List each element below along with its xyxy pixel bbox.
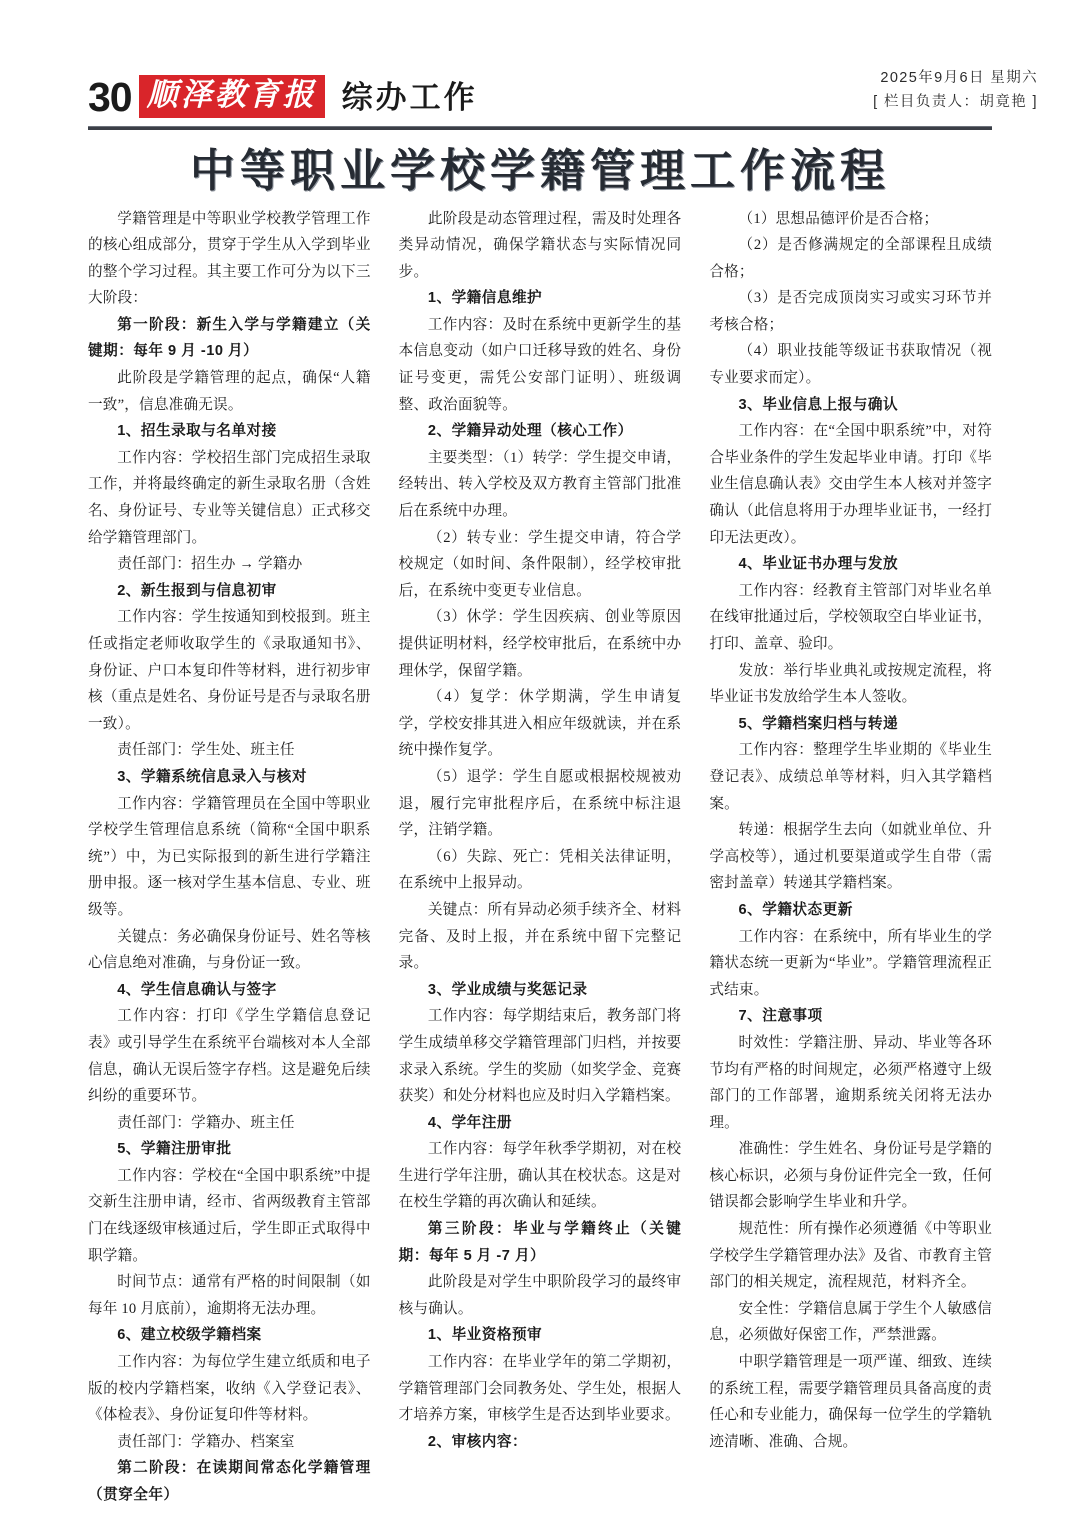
body-paragraph: 此阶段是动态管理过程，需及时处理各类异动情况，确保学籍状态与实际情况同步。 xyxy=(398,210,682,280)
section-heading: 2、审核内容： xyxy=(427,1433,528,1450)
section-heading: 1、招生录取与名单对接 xyxy=(117,423,277,440)
body-paragraph: 学籍管理是中等职业学校教学管理工作的核心组成部分，贯穿于学生从入学到毕业的整个学习过程。其主要工作可分为以下三大阶段： xyxy=(88,210,371,307)
body-paragraph: 工作内容：学生按通知到校报到。班主任或指定老师收取学生的《录取通知书》、身份证、户口本复印件等材料，进行初步审核（重点是姓名、身份证号是否与录取名册一致）。 xyxy=(88,609,371,732)
body-paragraph: 工作内容：及时在系统中更新学生的基本信息变动（如户口迁移导致的姓名、身份证号变更，需凭公安部门证明）、班级调整、政治面貌等。 xyxy=(398,316,682,413)
section-heading: 1、学籍信息维护 xyxy=(427,290,543,307)
body-paragraph: （1）思想品德评价是否合格； xyxy=(738,210,939,227)
column-editor: [ 栏目负责人：胡竟艳 ] xyxy=(873,94,1038,111)
section-heading: 7、注意事项 xyxy=(738,1008,823,1025)
body-paragraph: （4）职业技能等级证书获取情况（视专业要求而定）。 xyxy=(709,343,993,387)
body-paragraph: 工作内容：经教育主管部门对毕业名单在线审批通过后，学校领取空白毕业证书，打印、盖章、验印。 xyxy=(709,582,993,652)
body-paragraph: 中职学籍管理是一项严谨、细致、连续的系统工程，需要学籍管理员具备高度的责任心和专业能力，确保每一位学生的学籍轨迹清晰、准确、合规。 xyxy=(709,1354,993,1450)
section-heading: 6、学籍状态更新 xyxy=(738,901,853,918)
body-paragraph: 规范性：所有操作必须遵循《中等职业学校学生学籍管理办法》及省、市教育主管部门的相关规定，流程规范，材料齐全。 xyxy=(709,1221,993,1291)
body-paragraph: （2）是否修满规定的全部课程且成绩合格； xyxy=(709,237,993,280)
section-heading: 1、毕业资格预审 xyxy=(427,1327,543,1344)
section-heading: 5、学籍档案归档与转递 xyxy=(738,715,899,732)
body-paragraph: 时效性：学籍注册、异动、毕业等各环节均有严格的时间规定，必须严格遵守上级部门的工作部署，逾期系统关闭将无法办理。 xyxy=(709,1034,993,1131)
body-paragraph: 工作内容：打印《学生学籍信息登记表》或引导学生在系统平台端核对本人全部信息，确认无误后签字存档。这是避免后续纠纷的重要环节。 xyxy=(88,1008,371,1105)
body-paragraph: 工作内容：在系统中，所有毕业生的学籍状态统一更新为“毕业”。学籍管理流程正式结束。 xyxy=(709,928,993,998)
body-paragraph: 工作内容：学籍管理员在全国中等职业学校学生管理信息系统（简称“全国中职系统”）中，为已实际报到的新生进行学籍注册申报。逐一核对学生基本信息、专业、班级等。 xyxy=(88,795,371,918)
body-paragraph: 工作内容：整理学生毕业期的《毕业生登记表》、成绩总单等材料，归入其学籍档案。 xyxy=(709,742,993,812)
body-paragraph: （2）转专业：学生提交申请，符合学校规定（如时间、条件限制），经学校审批后，在系统中变更专业信息。 xyxy=(398,529,682,599)
body-paragraph: 主要类型：（1）转学：学生提交申请，经转出、转入学校及双方教育主管部门批准后在系统中办理。 xyxy=(398,449,682,520)
body-paragraph: 责任部门：学生处、班主任 xyxy=(117,742,295,759)
section-heading: 第二阶段：在读期间常态化学籍管理（贯穿全年） xyxy=(88,1460,371,1503)
section-heading: 3、学业成绩与奖惩记录 xyxy=(427,981,588,998)
section-heading: 4、学生信息确认与签字 xyxy=(117,981,277,998)
body-paragraph: 关键点：务必确保身份证号、姓名等核心信息绝对准确，与身份证一致。 xyxy=(88,928,371,972)
section-heading: 第三阶段：毕业与学籍终止（关键期：每年 5 月 -7 月） xyxy=(398,1221,682,1264)
body-paragraph: 责任部门：学籍办、档案室 xyxy=(117,1433,295,1450)
body-paragraph: 工作内容：在毕业学年的第二学期初，学籍管理部门会同教务处、学生处，根据人才培养方案，审核学生是否达到毕业要求。 xyxy=(398,1354,682,1424)
body-paragraph: 工作内容：在“全国中职系统”中，对符合毕业条件的学生发起毕业申请。打印《毕业生信息确认表》交由学生本人核对并签字确认（此信息将用于办理毕业证书，一经打印无法更改）。 xyxy=(709,423,993,546)
section-heading: 6、建立校级学籍档案 xyxy=(117,1327,262,1344)
masthead-divider xyxy=(88,126,992,130)
page-number: 30 xyxy=(88,74,132,120)
body-paragraph: （5）退学：学生自愿或根据校规被劝退，履行完审批程序后，在系统中标注退学，注销学籍。 xyxy=(398,768,682,839)
body-paragraph: （3）休学：学生因疾病、创业等原因提供证明材料，经学校审批后，在系统中办理休学，保留学籍。 xyxy=(398,609,682,679)
section-heading: 4、学年注册 xyxy=(427,1114,512,1131)
body-paragraph: 发放：举行毕业典礼或按规定流程，将毕业证书发放给学生本人签收。 xyxy=(709,662,993,706)
body-paragraph: （4）复学：休学期满，学生申请复学，学校安排其进入相应年级就读，并在系统中操作复学。 xyxy=(398,689,682,759)
body-paragraph: 安全性：学籍信息属于学生个人敏感信息，必须做好保密工作，严禁泄露。 xyxy=(709,1300,993,1344)
section-heading: 5、学籍注册审批 xyxy=(117,1141,232,1158)
section-heading: 3、毕业信息上报与确认 xyxy=(738,396,899,413)
section-heading: 2、学籍异动处理（核心工作） xyxy=(427,423,633,440)
page-title: 中等职业学校学籍管理工作流程 xyxy=(189,145,890,196)
column-1 xyxy=(88,206,371,1526)
body-paragraph: 转递：根据学生去向（如就业单位、升学高校等），通过机要渠道或学生自带（需密封盖章）转递其学籍档案。 xyxy=(709,822,993,892)
section-heading: 4、毕业证书办理与发放 xyxy=(738,556,899,573)
body-paragraph: （6）失踪、死亡：凭相关法律证明，在系统中上报异动。 xyxy=(398,848,682,892)
section-name: 综办工作 xyxy=(341,80,478,115)
masthead-right xyxy=(873,67,1038,118)
publication-date: 2025年9月6日 星期六 xyxy=(880,70,1038,87)
body-paragraph: 工作内容：学校招生部门完成招生录取工作，并将最终确定的新生录取名册（含姓名、身份证号、专业等关键信息）正式移交给学籍管理部门。 xyxy=(88,449,371,546)
body-paragraph: 责任部门：招生办 → 学籍办 xyxy=(117,556,303,573)
section-heading: 第一阶段：新生入学与学籍建立（关键期：每年 9 月 -10 月） xyxy=(88,316,371,360)
body-paragraph: 此阶段是学籍管理的起点，确保“人籍一致”，信息准确无误。 xyxy=(88,370,371,413)
body-paragraph: 工作内容：每学期结束后，教务部门将学生成绩单移交学籍管理部门归档，并按要求录入系统。学生的奖励（如奖学金、竞赛获奖）和处分材料也应及时归入学籍档案。 xyxy=(398,1008,682,1105)
section-heading: 3、学籍系统信息录入与核对 xyxy=(117,768,307,785)
body-paragraph: 此阶段是对学生中职阶段学习的最终审核与确认。 xyxy=(398,1274,682,1317)
body-paragraph: （3）是否完成顶岗实习或实习环节并考核合格； xyxy=(709,290,993,333)
body-paragraph: 准确性：学生姓名、身份证号是学籍的核心标识，必须与身份证件完全一致，任何错误都会影响学生毕业和升学。 xyxy=(709,1141,993,1211)
paper-nameplate: 顺泽教育报 xyxy=(139,75,325,118)
body-paragraph: 关键点：所有异动必须手续齐全、材料完备、及时上报，并在系统中留下完整记录。 xyxy=(398,901,682,972)
column-3 xyxy=(709,206,992,1526)
masthead xyxy=(0,0,1080,118)
section-heading: 2、新生报到与信息初审 xyxy=(117,582,277,599)
body-paragraph: 时间节点：通常有严格的时间限制（如每年 10 月底前），逾期将无法办理。 xyxy=(88,1274,371,1317)
column-2 xyxy=(399,206,682,1526)
body-paragraph: 工作内容：为每位学生建立纸质和电子版的校内学籍档案，收纳《入学登记表》、《体检表》、身份证复印件等材料。 xyxy=(88,1354,371,1424)
body-paragraph: 责任部门：学籍办、班主任 xyxy=(117,1114,295,1131)
body-paragraph: 工作内容：学校在“全国中职系统”中提交新生注册申请，经市、省两级教育主管部门在线逐级审核通过后，学生即正式取得中职学籍。 xyxy=(88,1167,371,1264)
article-columns xyxy=(0,206,1080,1526)
masthead-left xyxy=(88,75,478,118)
body-paragraph: 工作内容：每学年秋季学期初，对在校生进行学年注册，确认其在校状态。这是对在校生学籍的再次确认和延续。 xyxy=(398,1141,682,1211)
